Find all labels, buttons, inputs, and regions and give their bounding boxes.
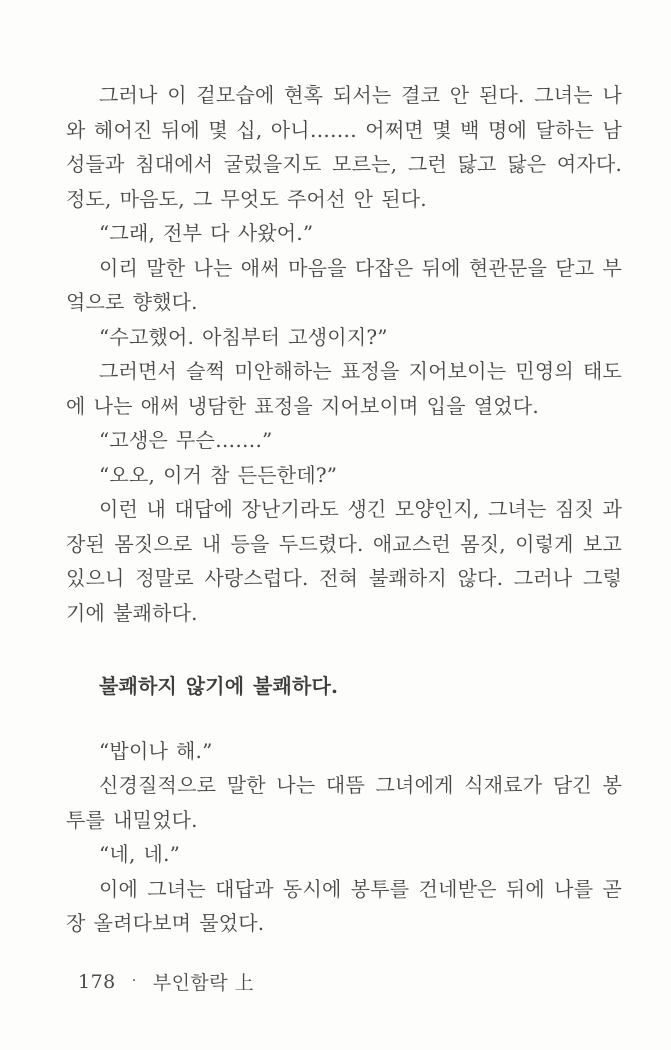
dialogue-line: “오오, 이거 참 든든한데?” bbox=[99, 462, 338, 487]
narration-paragraph: 그러나 이 겉모습에 현혹 되서는 결코 안 된다. 그녀는 나와 헤어진 뒤에 몇 십, 아니……. 어쩌면 몇 백 명에 달하는 남성들과 침대에서 굴렀을지도 모르는, 그런 닳고 닳은 여자다. 정도, 마음도, 그 무엇도 주어선 안 된다. bbox=[66, 83, 622, 211]
footer-separator: · bbox=[131, 972, 137, 989]
narration-paragraph: 이에 그녀는 대답과 동시에 봉투를 건네받은 뒤에 나를 곧장 올려다보며 물었다. bbox=[66, 876, 622, 935]
narration-paragraph: 이런 내 대답에 장난기라도 생긴 모양인지, 그녀는 짐짓 과장된 몸짓으로 내 등을 두드렸다. 애교스런 몸짓, 이렇게 보고 있으니 정말로 사랑스럽다. 전혀 불쾌하지 않다. 그러나 그렇기에 불쾌하다. bbox=[66, 497, 622, 625]
page-text-block bbox=[66, 78, 622, 941]
dialogue-line: “수고했어. 아침부터 고생이지?” bbox=[99, 324, 388, 349]
emphasis-line: 불쾌하지 않기에 불쾌하다. bbox=[99, 674, 339, 698]
dialogue-line: “그래, 전부 다 사왔어.” bbox=[99, 221, 314, 245]
dialogue-line: “네, 네.” bbox=[99, 842, 181, 866]
narration-paragraph: 이리 말한 나는 애써 마음을 다잡은 뒤에 현관문을 닫고 부엌으로 향했다. bbox=[66, 255, 622, 314]
narration-paragraph: 그러면서 슬쩍 미안해하는 표정을 지어보이는 민영의 태도에 나는 애써 냉담한 표정을 지어보이며 입을 열었다. bbox=[66, 359, 622, 418]
page-footer bbox=[78, 968, 254, 995]
dialogue-line: “고생은 무슨…….” bbox=[99, 428, 273, 452]
narration-paragraph: 신경질적으로 말한 나는 대뜸 그녀에게 식재료가 담긴 봉투를 내밀었다. bbox=[66, 773, 622, 832]
dialogue-line: “밥이나 해.” bbox=[99, 738, 213, 763]
book-title: 부인함락 上 bbox=[152, 972, 255, 994]
page-number: 178 bbox=[78, 970, 116, 993]
